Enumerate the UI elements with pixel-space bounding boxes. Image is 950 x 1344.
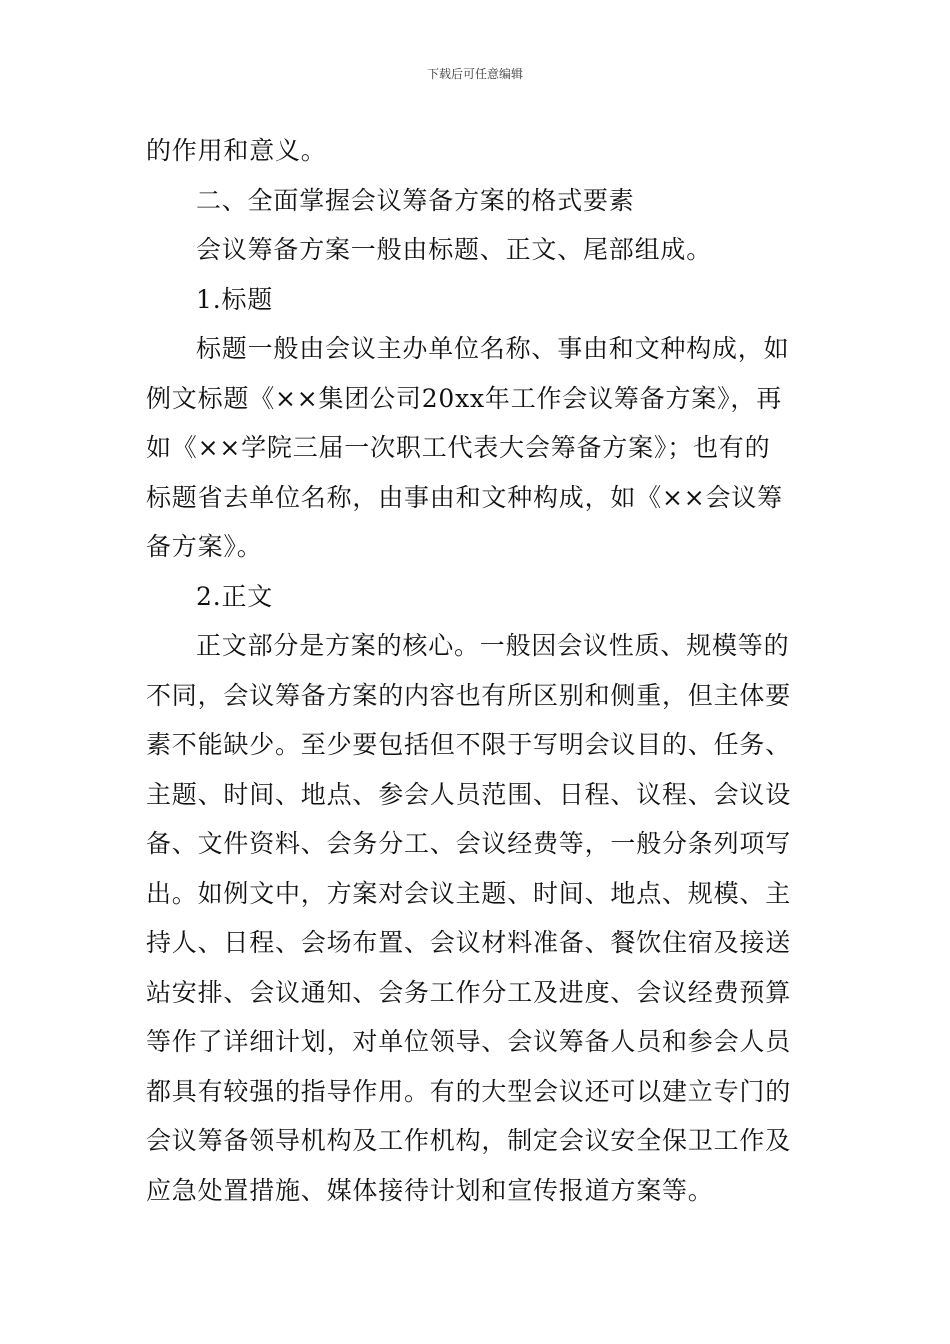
text-line: 持人、日程、会场布置、会议材料准备、餐饮住宿及接送 (146, 928, 792, 957)
text-line: 标题省去单位名称，由事由和文种构成，如《××会议筹 (146, 482, 783, 512)
text-line: 不同，会议筹备方案的内容也有所区别和侧重，但主体要 (146, 680, 792, 710)
page-header: 下载后可任意编辑 (426, 67, 523, 81)
text-line: 备方案》。 (146, 532, 263, 561)
section-heading: 二、全面掌握会议筹备方案的格式要素 (196, 185, 635, 215)
text-line: 会议筹备领导机构及工作机构，制定会议安全保卫工作及 (146, 1126, 792, 1155)
text-line: 等作了详细计划，对单位领导、会议筹备人员和参会人员 (146, 1027, 792, 1056)
text-line: 正文部分是方案的核心。一般因会议性质、规模等的 (196, 631, 790, 660)
text-line: 主题、时间、地点、参会人员范围、日程、议程、会议设 (146, 779, 792, 809)
text-line: 如《××学院三届一次职工代表大会筹备方案》；也有的 (146, 433, 771, 462)
text-line: 的作用和意义。 (146, 136, 327, 165)
text-line: 站安排、会议通知、会务工作分工及进度、会议经费预算 (146, 977, 792, 1007)
text-line: 都具有较强的指导作用。有的大型会议还可以建立专门的 (146, 1076, 792, 1106)
text-line: 会议筹备方案一般由标题、正文、尾部组成。 (196, 235, 713, 264)
text-line: 标题一般由会议主办单位名称、事由和文种构成，如 (196, 334, 790, 363)
subsection-heading: 2.正文 (196, 581, 274, 611)
text-line: 出。如例文中，方案对会议主题、时间、地点、规模、主 (146, 878, 792, 908)
text-line: 备、文件资料、会务分工、会议经费等，一般分条列项写 (146, 829, 792, 858)
text-line: 例文标题《××集团公司20xx年工作会议筹备方案》，再 (146, 383, 783, 413)
text-line: 素不能缺少。至少要包括但不限于写明会议目的、任务、 (146, 730, 792, 759)
document-body (146, 126, 808, 1215)
text-line: 应急处置措施、媒体接待计划和宣传报道方案等。 (146, 1175, 714, 1205)
subsection-heading: 1.标题 (196, 284, 274, 314)
